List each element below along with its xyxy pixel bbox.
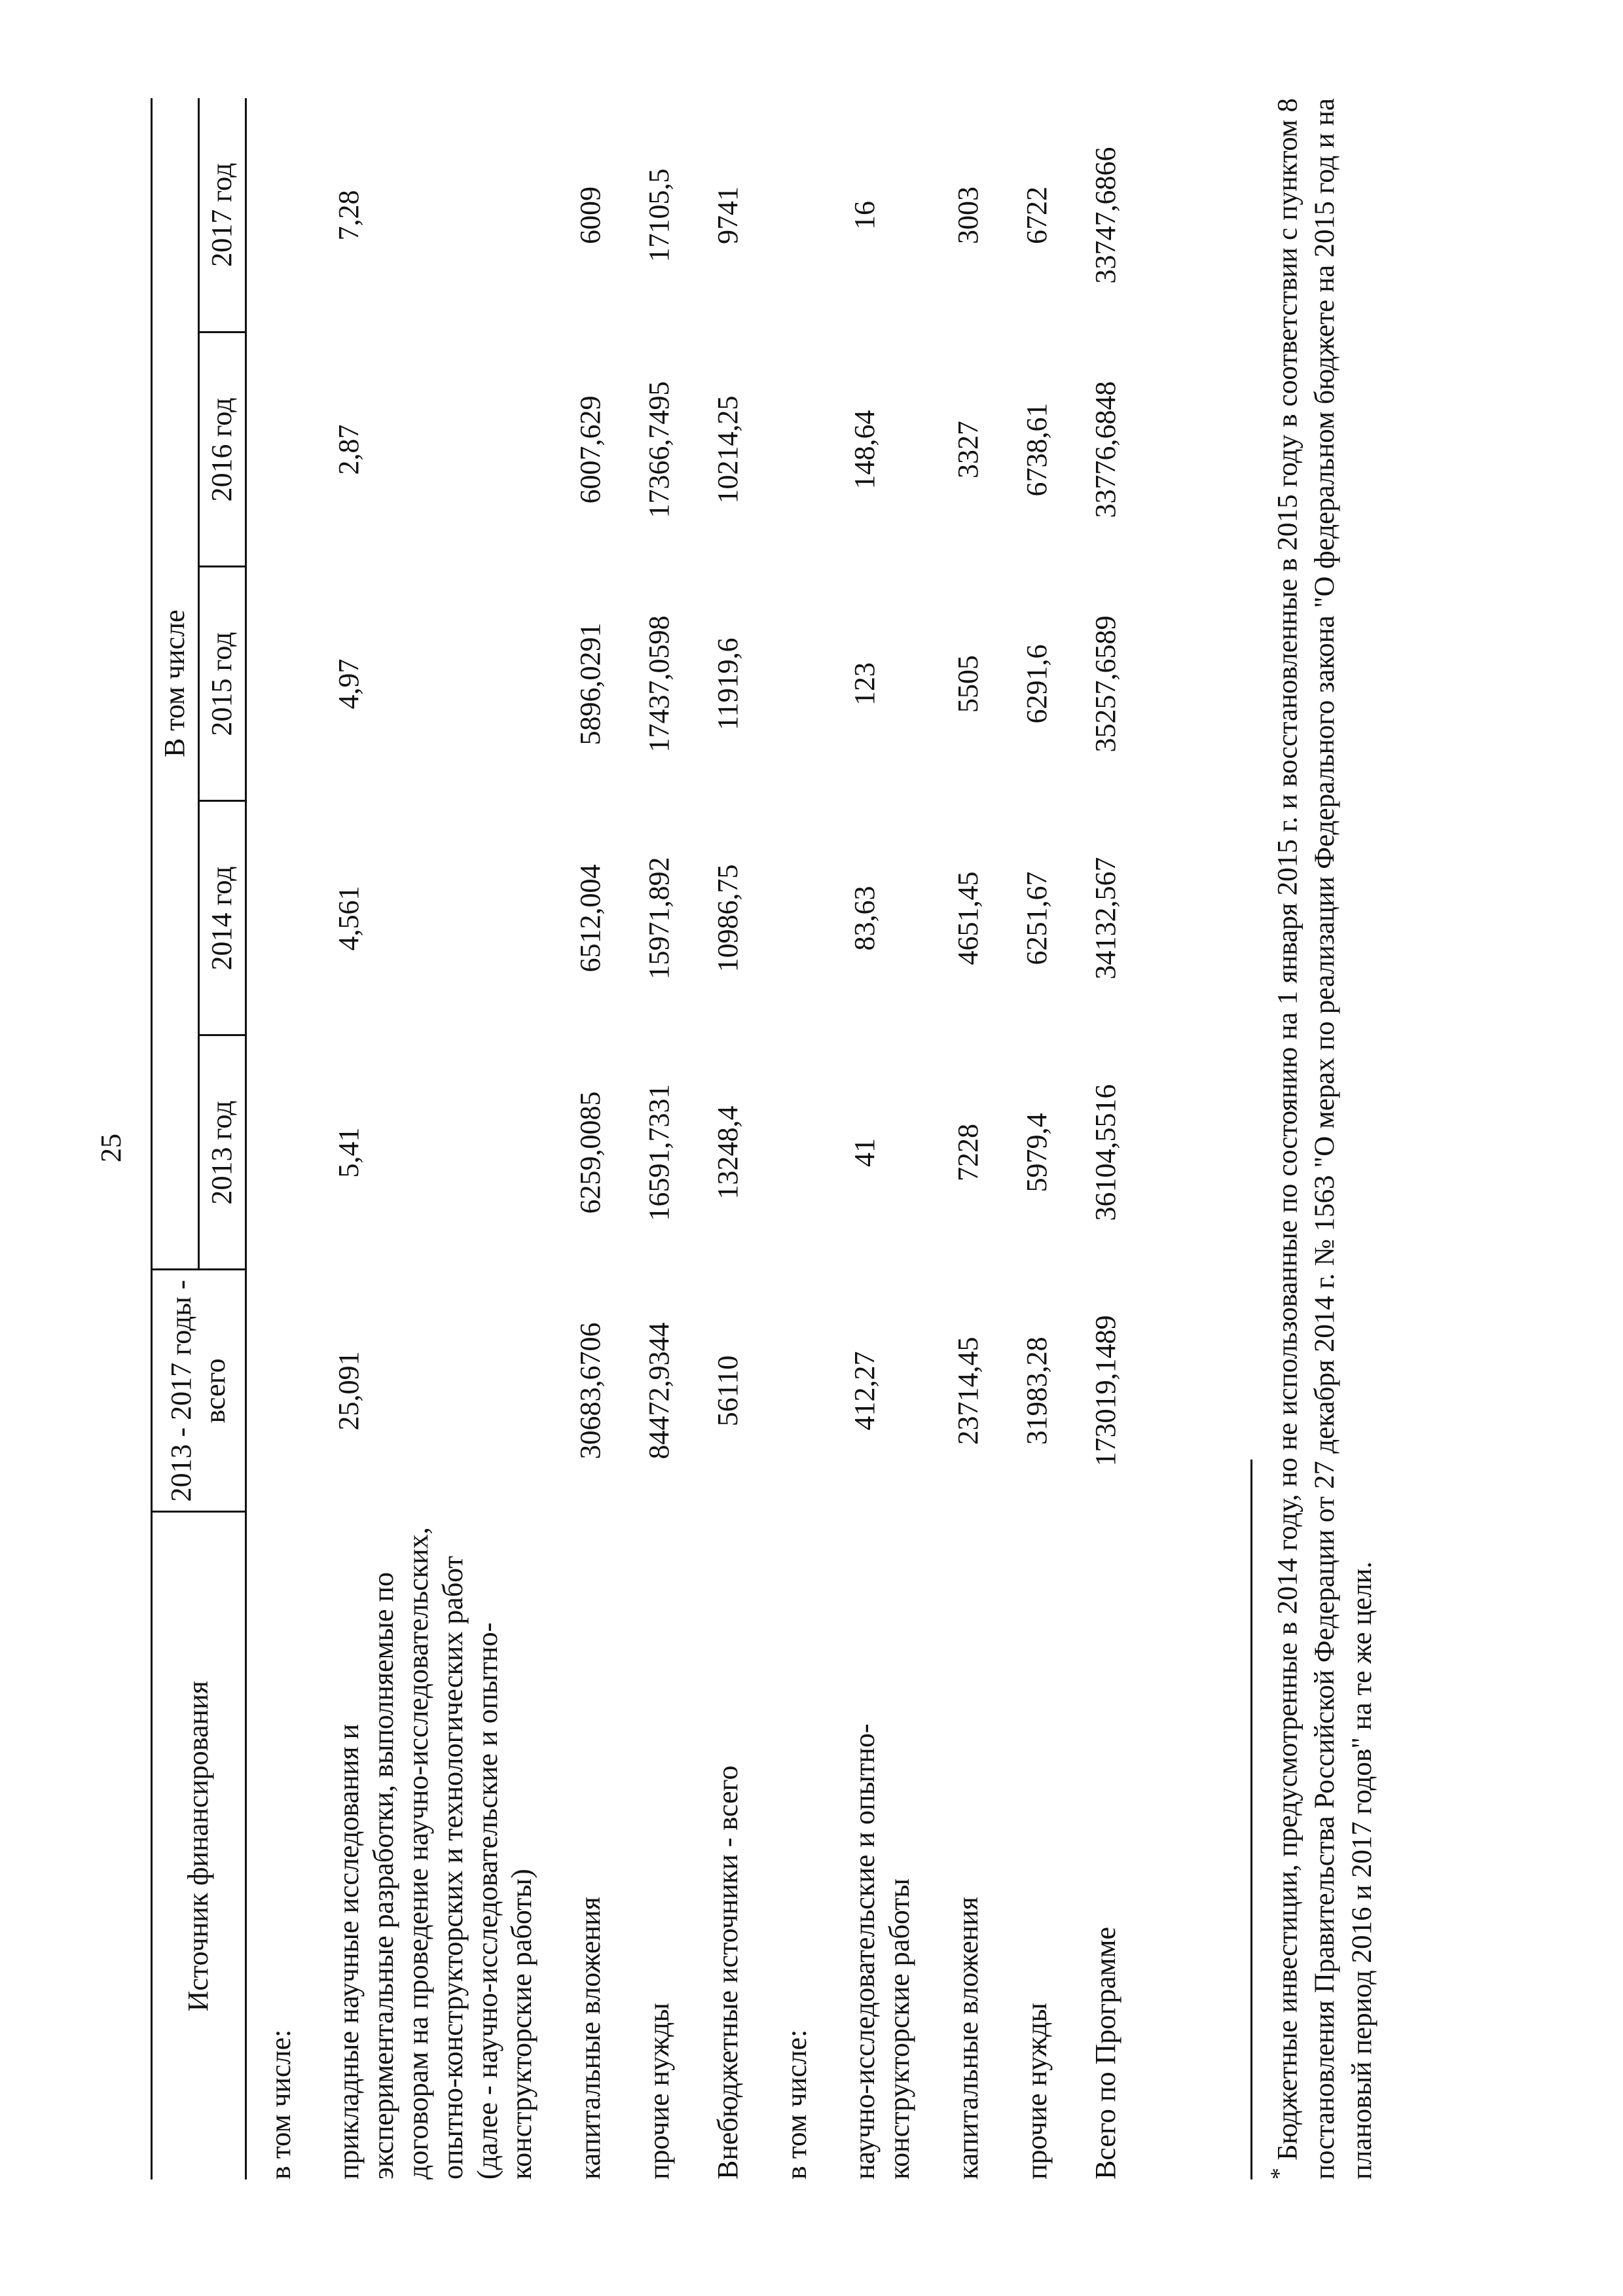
cell-2015: 5505 (951, 655, 984, 713)
table-row (694, 98, 763, 2179)
cell-total: 31983,28 (1020, 1336, 1053, 1445)
financing-table (151, 98, 1140, 2179)
cell-2014 (763, 801, 831, 1035)
cell-2014 (246, 801, 315, 1035)
cell-2016: 17366,7495 (642, 381, 675, 518)
table-row (1003, 98, 1072, 2179)
row-label: прикладные научные исследования и экспериментальные разработки, выполняемые по договорам на проведение научно-исследовательских, опытно-конструкторских и технологических работ (далее - научно-исследовательские и опытно-конструкторские работы) (333, 1527, 538, 2179)
header-year-2013: 2013 год (198, 1035, 246, 1270)
cell-total: 84472,9344 (642, 1322, 675, 1460)
cell-2015: 4,97 (333, 658, 365, 709)
cell-2014: 6512,004 (574, 864, 607, 973)
footnote-marker: * (1266, 2168, 1292, 2179)
cell-2013: 16591,7331 (642, 1084, 675, 1221)
cell-2016 (246, 332, 315, 567)
rotated-page-content (151, 98, 1447, 2179)
cell-2017 (246, 98, 315, 332)
cell-2016: 33776,6848 (1089, 381, 1122, 518)
header-year-2017: 2017 год (198, 98, 246, 332)
cell-2015 (763, 567, 831, 801)
cell-2017: 3003 (951, 187, 984, 244)
cell-2017 (763, 98, 831, 332)
cell-2015: 17437,0598 (642, 615, 675, 753)
cell-2013: 36104,5516 (1089, 1084, 1122, 1221)
row-label: в том числе: (780, 2029, 812, 2179)
cell-2013: 13248,4 (711, 1105, 744, 1200)
table-row (934, 98, 1003, 2179)
cell-2016: 6738,61 (1020, 403, 1053, 497)
cell-2013: 5979,4 (1020, 1113, 1053, 1193)
cell-2013: 7228 (951, 1124, 984, 1181)
cell-2017: 6009 (574, 187, 607, 244)
cell-total (246, 1270, 315, 1512)
cell-2014: 83,63 (848, 886, 881, 951)
cell-2013: 6259,0085 (574, 1091, 607, 1214)
cell-total: 25,091 (333, 1351, 365, 1431)
table-row (625, 98, 694, 2179)
row-label: научно-исследовательские и опытно-конструкторские работы (848, 1723, 916, 2179)
cell-2013: 5,41 (333, 1127, 365, 1178)
table-row (831, 98, 934, 2179)
cell-total: 23714,45 (951, 1336, 984, 1445)
cell-total (763, 1270, 831, 1512)
row-label: капитальные вложения (574, 1897, 607, 2179)
cell-total: 56110 (711, 1355, 744, 1427)
cell-2016: 148,64 (848, 410, 881, 490)
cell-2017: 6722 (1020, 187, 1053, 244)
cell-2014: 15971,892 (642, 857, 675, 980)
cell-2016: 10214,25 (711, 395, 744, 504)
footnote-text: Бюджетные инвестиции, предусмотренные в 2014 году, но не использованные по состоянию на 1 января 2015 г. и восстановленные в 2015 году в соответствии с пунктом 8 постановления Правительства Российской Федерации от 27 декабря 2014 г. № 1563 "О мерах по реализации Федерального закона "О федеральном бюджете на 2015 год и на плановый период 2016 и 2017 годов" на те же цели. (1272, 98, 1377, 2179)
cell-2013 (246, 1035, 315, 1270)
cell-2017: 7,28 (333, 190, 365, 241)
cell-2017: 9741 (711, 187, 744, 244)
cell-2015: 6291,6 (1020, 644, 1053, 724)
row-label: в том числе: (264, 2029, 297, 2179)
cell-2015: 35257,6589 (1089, 615, 1122, 753)
row-label: прочие нужды (1020, 2003, 1053, 2179)
cell-2013 (763, 1035, 831, 1270)
cell-total: 30683,6706 (574, 1322, 607, 1460)
cell-2017: 16 (848, 201, 881, 230)
cell-2015: 11919,6 (711, 637, 744, 730)
cell-2013: 41 (848, 1138, 881, 1167)
cell-total: 173019,1489 (1089, 1315, 1122, 1467)
cell-2017: 33747,6866 (1089, 147, 1122, 284)
header-including: В том числе (152, 98, 199, 1270)
footnote (1264, 98, 1381, 2179)
cell-total: 412,27 (848, 1351, 881, 1431)
table-row (763, 98, 831, 2179)
footnote-divider (1250, 1460, 1252, 2179)
row-label: прочие нужды (642, 2003, 675, 2179)
header-total: 2013 - 2017 годы - всего (152, 1270, 246, 1512)
header-year-2015: 2015 год (198, 567, 246, 801)
cell-2014: 4,561 (333, 886, 365, 951)
row-label: Всего по Программе (1089, 1926, 1122, 2179)
row-label: капитальные вложения (951, 1897, 984, 2179)
table-row (556, 98, 625, 2179)
cell-2016: 6007,629 (574, 395, 607, 504)
cell-2014: 4651,45 (951, 871, 984, 965)
header-source: Источник финансирования (152, 1512, 246, 2179)
cell-2014: 10986,75 (711, 864, 744, 973)
cell-2014: 34132,567 (1089, 857, 1122, 980)
cell-2016 (763, 332, 831, 567)
table-row (315, 98, 556, 2179)
table-row-total (1072, 98, 1140, 2179)
row-label: Внебюджетные источники - всего (711, 1765, 744, 2179)
header-year-2014: 2014 год (198, 801, 246, 1035)
table-row (246, 98, 315, 2179)
cell-2015: 5896,0291 (574, 622, 607, 745)
header-year-2016: 2016 год (198, 332, 246, 567)
cell-2015: 123 (848, 662, 881, 706)
cell-2017: 17105,5 (642, 168, 675, 262)
cell-2015 (246, 567, 315, 801)
page-number: 25 (95, 1134, 127, 1162)
cell-2014: 6251,67 (1020, 871, 1053, 965)
cell-2016: 3327 (951, 421, 984, 478)
cell-2016: 2,87 (333, 424, 365, 475)
